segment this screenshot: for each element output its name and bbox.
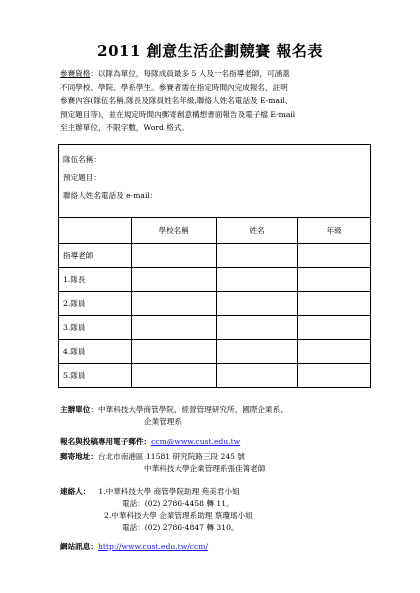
eligibility-paragraph — [60, 67, 370, 135]
name-field[interactable] — [216, 244, 298, 268]
eligibility-line-2: 不同學校、學院、學系學生。參賽者需在指定時間內完成報名，註明 — [60, 82, 288, 92]
school-field[interactable] — [131, 292, 216, 316]
team-info-cell[interactable] — [59, 145, 371, 218]
organizer-block — [60, 404, 288, 428]
school-field[interactable] — [131, 244, 216, 268]
email-link[interactable]: ccm@www.cust.edu.tw — [151, 437, 241, 446]
website-link[interactable]: http://www.cust.edu.tw/ccm/ — [97, 542, 209, 551]
header-cell-name: 姓名 — [216, 218, 298, 244]
grade-field[interactable] — [298, 316, 371, 340]
row-label-member-5: 5.隊員 — [59, 364, 132, 388]
eligibility-line-4: 預定題目等)，並在規定時間內郵寄創意構想書面報告及電子檔 E-mail — [60, 109, 296, 119]
mail-address-block — [60, 451, 266, 475]
eligibility-line-3: 參賽內容(隊伍名稱,隊長及隊員姓名年級,聯絡人姓名電話及 E-mail、 — [60, 96, 293, 106]
eligibility-line-1: ：以隊為單位，每隊成員最多 5 人及一名指導老師，可涵蓋 — [90, 69, 290, 78]
contact-block — [60, 486, 253, 534]
contact-1-line-2: 電話：(02) 2786-4458 轉 11。 — [122, 499, 234, 508]
website-label: 網站訊息： — [60, 542, 98, 551]
row-label-leader: 1.隊長 — [59, 268, 132, 292]
name-field[interactable] — [216, 364, 298, 388]
organizer-line-2: 企業管理系 — [144, 417, 182, 426]
topic-label: 預定題目： — [63, 173, 101, 182]
grade-field[interactable] — [298, 292, 371, 316]
school-field[interactable] — [131, 316, 216, 340]
table-row — [59, 364, 371, 388]
contact-label: 連絡人： — [60, 487, 91, 496]
school-field[interactable] — [131, 364, 216, 388]
row-label-member-3: 3.隊員 — [59, 316, 132, 340]
grade-field[interactable] — [298, 340, 371, 364]
name-field[interactable] — [216, 316, 298, 340]
eligibility-label: 參賽資格 — [60, 69, 91, 78]
contact-2-line-1: 2.中華科技大學 企業管理系助理 蔡瓊瑤小姐 — [104, 511, 253, 520]
school-field[interactable] — [131, 340, 216, 364]
table-row — [59, 340, 371, 364]
grade-field[interactable] — [298, 244, 371, 268]
eligibility-line-5: 至主辦單位，不限字數，Word 格式。 — [60, 123, 190, 133]
email-label: 報名與投稿專用電子郵件： — [60, 437, 152, 446]
team-name-label: 隊伍名稱： — [63, 155, 101, 164]
website-block — [60, 541, 208, 553]
school-field[interactable] — [131, 268, 216, 292]
row-label-member-2: 2.隊員 — [59, 292, 132, 316]
organizer-label: 主辦單位 — [60, 405, 91, 414]
email-block — [60, 436, 240, 448]
contact-2-line-2: 電話：(02) 2786-4847 轉 310。 — [122, 523, 239, 532]
name-field[interactable] — [216, 268, 298, 292]
row-label-advisor: 指導老師 — [59, 244, 132, 268]
mail-label: 郵寄地址： — [60, 452, 98, 461]
table-row — [59, 268, 371, 292]
mail-line-2: 中華科技大學企業管理系張佳箐老師 — [144, 464, 266, 473]
contact-info-label: 聯絡人姓名電話及 e-mail： — [63, 191, 158, 200]
table-row — [59, 292, 371, 316]
registration-table — [58, 144, 371, 388]
name-field[interactable] — [216, 292, 298, 316]
header-cell-role — [59, 218, 132, 244]
table-header-row — [59, 218, 371, 244]
header-cell-grade: 年級 — [298, 218, 371, 244]
page-title: 2011 創意生活企劃競賽 報名表 — [97, 42, 323, 60]
table-row — [59, 244, 371, 268]
contact-1-line-1: 1.中華科技大學 商管學院助理 苑美君小姐 — [98, 487, 240, 496]
organizer-line-1: ：中華科技大學商管學院、經營管理研究所、國際企業系、 — [90, 405, 288, 414]
header-cell-school: 學校名稱 — [131, 218, 216, 244]
mail-line-1: 台北市南港區 11581 研究院路三段 245 號 — [97, 452, 245, 461]
grade-field[interactable] — [298, 268, 371, 292]
row-label-member-4: 4.隊員 — [59, 340, 132, 364]
grade-field[interactable] — [298, 364, 371, 388]
name-field[interactable] — [216, 340, 298, 364]
table-row — [59, 316, 371, 340]
